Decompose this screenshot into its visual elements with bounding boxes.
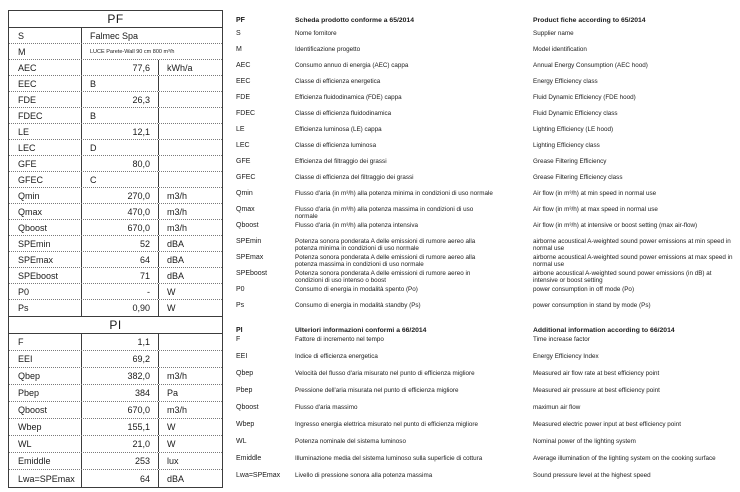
desc-key: LE [236,126,245,133]
row-key: Emiddle [18,456,51,466]
desc-italian: Identificazione progetto [295,46,361,53]
desc-key: Emiddle [236,455,262,462]
row-key: Qboost [18,222,48,233]
row-value: 77,6 [81,60,159,75]
row-key: Ps [18,303,29,313]
desc-italian: Velocità del flusso d'aria misurato nel punto di efficienza migliore [295,370,475,377]
table-row [9,402,222,419]
row-value: B [81,108,159,123]
desc-key: Ps [236,302,245,309]
desc-italian: Flusso d'aria (in m³/h) alla potenza intensiva [295,222,418,229]
desc-english: Measured air pressure at best efficiency point [533,387,660,394]
desc-row [236,299,736,315]
table-row [9,76,222,92]
desc-header-italian: Ulteriori informazioni conformi a 66/2014 [295,327,427,334]
desc-english: Measured electric power input at best efficiency point [533,421,681,428]
row-key: Qmin [18,190,40,201]
row-key: M [18,46,26,57]
desc-italian: Efficienza fluidodinamica (FDE) cappa [295,94,402,101]
row-key: Qmax [18,206,43,217]
row-key: F [18,337,24,347]
desc-key: Qmin [236,190,253,197]
desc-row [236,155,736,171]
desc-english: airbone acoustical A-weighted sound power emissions (in dB) at intensive or boost setting [533,270,712,284]
desc-italian: Classe di efficienza fluidodinamica [295,110,392,117]
table-section-PI [9,316,222,487]
row-unit: m3/h [167,371,188,381]
desc-key: SPEmin [236,238,262,245]
desc-italian: Consumo annuo di energia (AEC) cappa [295,62,409,69]
desc-english: Air flow (in m³/h) at min speed in normal use [533,190,657,197]
desc-italian: Fattore di incremento nel tempo [295,336,384,343]
table-row [9,419,222,436]
desc-english: Air flow (in m³/h) at intensive or boost setting (max air-flow) [533,222,698,229]
desc-header-italian: Scheda prodotto conforme a 65/2014 [295,17,414,24]
desc-header-key: PF [236,17,245,24]
table-row [9,252,222,268]
desc-key: Pbep [236,387,253,394]
desc-key: Qboost [236,404,259,411]
desc-italian: Nome fornitore [295,30,337,37]
row-key: Pbep [18,388,40,398]
row-value: 64 [81,470,159,487]
row-value: 80,0 [81,156,159,171]
row-value: LUCE Parete-Wall 90 cm 800 m³/h [81,44,222,59]
desc-row [236,235,736,251]
row-value: 670,0 [81,220,159,235]
row-value: 26,3 [81,92,159,107]
desc-key: Qmax [236,206,255,213]
desc-header-english: Additional information according to 66/2014 [533,327,675,334]
row-key: Qboost [18,405,48,415]
desc-key: EEI [236,353,248,360]
table-row [9,156,222,172]
desc-header-key: PI [236,327,243,334]
desc-key: GFEC [236,174,256,181]
desc-row [236,107,736,123]
desc-row [236,435,736,452]
row-value: 382,0 [81,368,159,384]
row-value: Falmec Spa [81,28,222,43]
desc-italian: Indice di efficienza energetica [295,353,378,360]
desc-italian: Potenza sonora ponderata A delle emissioni di rumore aereo alla potenza massima in condizioni di uso normale [295,254,476,268]
desc-english: Supplier name [533,30,574,37]
row-value: - [81,284,159,299]
desc-header-row [236,315,736,333]
table-row [9,351,222,368]
desc-italian: Potenza nominale del sistema luminoso [295,438,406,445]
table-row [9,470,222,487]
desc-english: Model identification [533,46,587,53]
row-key: WL [18,439,32,449]
desc-english: Measured air flow rate at best efficiency point [533,370,660,377]
desc-row [236,350,736,367]
descriptions [236,10,736,486]
table-row [9,300,222,316]
desc-english: Lighting Efficiency (LE hood) [533,126,614,133]
desc-row [236,401,736,418]
row-unit: m3/h [167,206,188,217]
desc-key: P0 [236,286,245,293]
desc-italian: Classe di efficienza luminosa [295,142,377,149]
row-key: GFE [18,158,37,169]
table-row [9,334,222,351]
desc-row [236,384,736,401]
desc-row [236,418,736,435]
desc-row [236,123,736,139]
row-value: 270,0 [81,188,159,203]
desc-english: airborne acoustical A-weighted sound power emissions at max speed in normal use [533,254,733,268]
row-unit: lux [167,456,179,466]
desc-english: Grease Filtering Efficiency [533,158,607,165]
desc-row [236,75,736,91]
desc-italian: Efficienza luminosa (LE) cappa [295,126,382,133]
row-key: LEC [18,142,36,153]
table-row [9,385,222,402]
desc-row [236,187,736,203]
desc-header-english: Product fiche according to 65/2014 [533,17,646,24]
row-value: 670,0 [81,402,159,418]
desc-english: Nominal power of the lighting system [533,438,636,445]
table-row [9,204,222,220]
row-unit: m3/h [167,405,188,415]
desc-italian: Classe di efficienza energetica [295,78,381,85]
desc-key: Wbep [236,421,255,428]
row-key: FDE [18,94,36,105]
row-key: AEC [18,62,37,73]
row-value: C [81,172,159,187]
row-unit: W [167,286,176,297]
row-unit: W [167,422,176,432]
table-row [9,92,222,108]
section-header-PI: PI [9,317,222,334]
desc-row [236,469,736,486]
desc-key: FDE [236,94,250,101]
desc-english: power consumption in off mode (Po) [533,286,635,293]
table-row [9,124,222,140]
row-key: SPEboost [18,270,59,281]
desc-row [236,251,736,267]
row-unit: W [167,303,176,313]
row-unit: dBA [167,473,185,484]
desc-italian: Consumo di energia in modalità standby (Ps) [295,302,421,309]
table-section-PF [9,11,222,316]
desc-header-row [236,10,736,27]
desc-italian: Flusso d'aria (in m³/h) alla potenza minima in condizioni di uso normale [295,190,493,197]
desc-key: FDEC [236,110,256,117]
table-row [9,268,222,284]
desc-key: GFE [236,158,251,165]
section-header-PF: PF [9,11,222,28]
desc-italian: Livello di pressione sonora alla potenza massima [295,472,433,479]
desc-row [236,91,736,107]
desc-row [236,283,736,299]
desc-row [236,452,736,469]
desc-key: SPEmax [236,254,264,261]
table-row [9,140,222,156]
desc-italian: Potenza sonora ponderata A delle emissioni di rumore aereo alla potenza minima in condizioni di uso normale [295,238,476,252]
desc-row [236,333,736,350]
row-unit: dBA [167,270,185,281]
desc-key: S [236,30,241,37]
row-value: 52 [81,236,159,251]
desc-row [236,367,736,384]
desc-key: F [236,336,241,343]
table-row [9,44,222,60]
desc-english: Energy Efficiency Index [533,353,599,360]
desc-italian: Classe di efficienza del filtraggio dei grassi [295,174,414,181]
desc-key: Qboost [236,222,259,229]
row-value: B [81,76,159,91]
row-unit: dBA [167,254,185,265]
row-key: LE [18,126,30,137]
table-row [9,453,222,470]
row-unit: W [167,439,176,449]
row-key: P0 [18,286,30,297]
table-row [9,368,222,385]
desc-row [236,219,736,235]
table-row [9,108,222,124]
row-value: 155,1 [81,419,159,435]
desc-english: Fluid Dynamic Efficiency class [533,110,618,117]
table-row [9,172,222,188]
row-value: 12,1 [81,124,159,139]
desc-row [236,267,736,283]
row-unit: Pa [167,388,179,398]
desc-italian: Pressione dell'aria misurata nel punto di efficienza migliore [295,387,459,394]
row-key: S [18,30,25,41]
spec-table [8,10,223,488]
desc-row [236,203,736,219]
table-row [9,236,222,252]
row-value: 1,1 [81,334,159,350]
desc-key: EEC [236,78,251,85]
desc-key: M [236,46,242,53]
desc-key: Qbep [236,370,254,377]
table-row [9,220,222,236]
row-value: 0,90 [81,300,159,316]
desc-key: LEC [236,142,250,149]
desc-english: Time increase factor [533,336,590,343]
row-value: 470,0 [81,204,159,219]
desc-english: Lighting Efficiency class [533,142,600,149]
row-value: D [81,140,159,155]
desc-english: Sound pressure level at the highest speed [533,472,651,479]
table-row [9,284,222,300]
desc-italian: Illuminazione media del sistema luminoso sulla superficie di cottura [295,455,483,462]
desc-italian: Potenza sonora ponderata A delle emissioni di rumore aereo in condizioni di uso intenso o boost [295,270,471,284]
row-value: 384 [81,385,159,401]
table-row [9,60,222,76]
desc-row [236,27,736,43]
desc-italian: Flusso d'aria (in m³/h) alla potenza massima in condizioni di uso normale [295,206,474,220]
desc-english: airborne acoustical A-weighted sound power emissions at min speed in normal use [533,238,731,252]
desc-italian: Flusso d'aria massimo [295,404,358,411]
desc-section-PI [236,315,736,486]
desc-english: Energy Efficiency class [533,78,598,85]
row-value: 64 [81,252,159,267]
row-key: GFEC [18,174,44,185]
desc-row [236,59,736,75]
desc-section-PF [236,10,736,315]
row-value: 253 [81,453,159,469]
row-key: Lwa=SPEmax [18,473,75,484]
row-unit: m3/h [167,222,188,233]
desc-italian: Ingresso energia elettrica misurato nel punto di efficienza migliore [295,421,478,428]
row-unit: kWh/a [167,62,193,73]
desc-english: Air flow (in m³/h) at max speed in normal use [533,206,658,213]
row-unit: dBA [167,238,185,249]
row-value: 69,2 [81,351,159,367]
row-key: FDEC [18,110,43,121]
row-value: 71 [81,268,159,283]
desc-row [236,43,736,59]
desc-key: SPEboost [236,270,268,277]
row-key: SPEmax [18,254,54,265]
desc-english: power consumption in stand by mode (Ps) [533,302,651,309]
desc-english: Annual Energy Consumption (AEC hood) [533,62,648,69]
desc-english: maximun air flow [533,404,581,411]
row-key: Qbep [18,371,41,381]
desc-english: Average illumination of the lighting system on the cooking surface [533,455,716,462]
row-key: SPEmin [18,238,51,249]
row-key: EEC [18,78,37,89]
row-value: 21,0 [81,436,159,452]
desc-key: Lwa=SPEmax [236,472,281,479]
row-key: EEI [18,354,33,364]
table-row [9,28,222,44]
desc-english: Grease Filtering Efficiency class [533,174,623,181]
desc-key: WL [236,438,247,445]
table-row [9,436,222,453]
row-unit: m3/h [167,190,188,201]
row-key: Wbep [18,422,42,432]
desc-row [236,139,736,155]
desc-key: AEC [236,62,251,69]
desc-italian: Consumo di energia in modalità spento (Po) [295,286,418,293]
desc-english: Fluid Dynamic Efficiency (FDE hood) [533,94,636,101]
desc-row [236,171,736,187]
desc-italian: Efficienza del filtraggio dei grassi [295,158,387,165]
table-row [9,188,222,204]
